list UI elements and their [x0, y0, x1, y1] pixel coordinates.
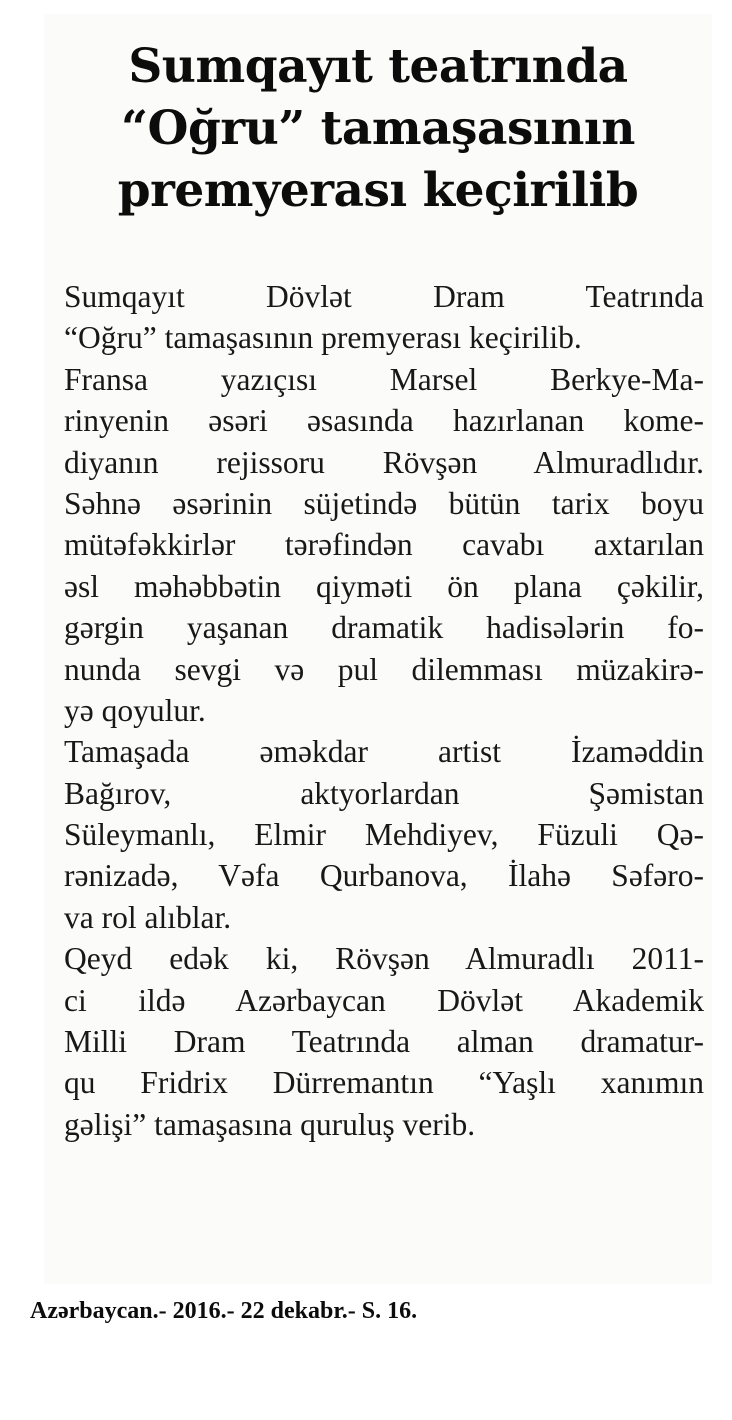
text-line: mütəfəkkirlər tərəfindən cavabı axtarılan: [64, 527, 704, 563]
article-paragraph: [64, 938, 704, 1145]
text-line: rinyenin əsəri əsasında hazırlanan kome-: [64, 403, 704, 439]
text-line: gərgin yaşanan dramatik hadisələrin fo-: [64, 610, 704, 646]
text-line: Bağırov, aktyorlardan Şəmistan: [64, 775, 704, 811]
text-line: əsl məhəbbətin qiyməti ön plana çəkilir,: [64, 568, 704, 604]
article-paragraph: [64, 731, 704, 938]
text-line: gəlişi” tamaşasına quruluş verib.: [64, 1106, 476, 1142]
text-line: ci ildə Azərbaycan Dövlət Akademik: [64, 982, 704, 1018]
text-line: Tamaşada əməkdar artist İzaməddin: [64, 734, 704, 770]
headline-line: Sumqayıt teatrında: [128, 39, 628, 94]
text-line: Səhnə əsərinin süjetində bütün tarix boyu: [64, 485, 704, 521]
article-headline: [44, 36, 712, 222]
text-line: diyanın rejissoru Rövşən Almuradlıdır.: [64, 444, 704, 480]
text-line: Qeyd edək ki, Rövşən Almuradlı 2011-: [64, 941, 704, 977]
newspaper-clipping: [44, 14, 712, 1284]
text-line: nunda sevgi və pul dilemması müzakirə-: [64, 651, 704, 687]
source-citation: Azərbaycan.- 2016.- 22 dekabr.- S. 16.: [30, 1298, 418, 1324]
text-line: yə qoyulur.: [64, 692, 206, 728]
article-paragraph: [64, 276, 704, 359]
text-line: rənizadə, Vəfa Qurbanova, İlahə Səfəro-: [64, 858, 704, 894]
text-line: Sumqayıt Dövlət Dram Teatrında: [64, 279, 704, 314]
text-line: va rol alıblar.: [64, 899, 232, 935]
headline-line: premyerası keçirilib: [117, 163, 639, 218]
headline-line: “Oğru” tamaşasının: [121, 101, 635, 156]
article-body: [64, 276, 704, 1145]
text-line: “Oğru” tamaşasının premyerası keçirilib.: [64, 320, 582, 356]
text-line: Milli Dram Teatrında alman dramatur-: [64, 1024, 704, 1060]
text-line: Fransa yazıçısı Marsel Berkye-Ma-: [64, 361, 704, 397]
text-line: qu Fridrix Dürremantın “Yaşlı xanımın: [64, 1065, 704, 1101]
article-paragraph: [64, 359, 704, 732]
text-line: Süleymanlı, Elmir Mehdiyev, Füzuli Qə-: [64, 817, 704, 853]
